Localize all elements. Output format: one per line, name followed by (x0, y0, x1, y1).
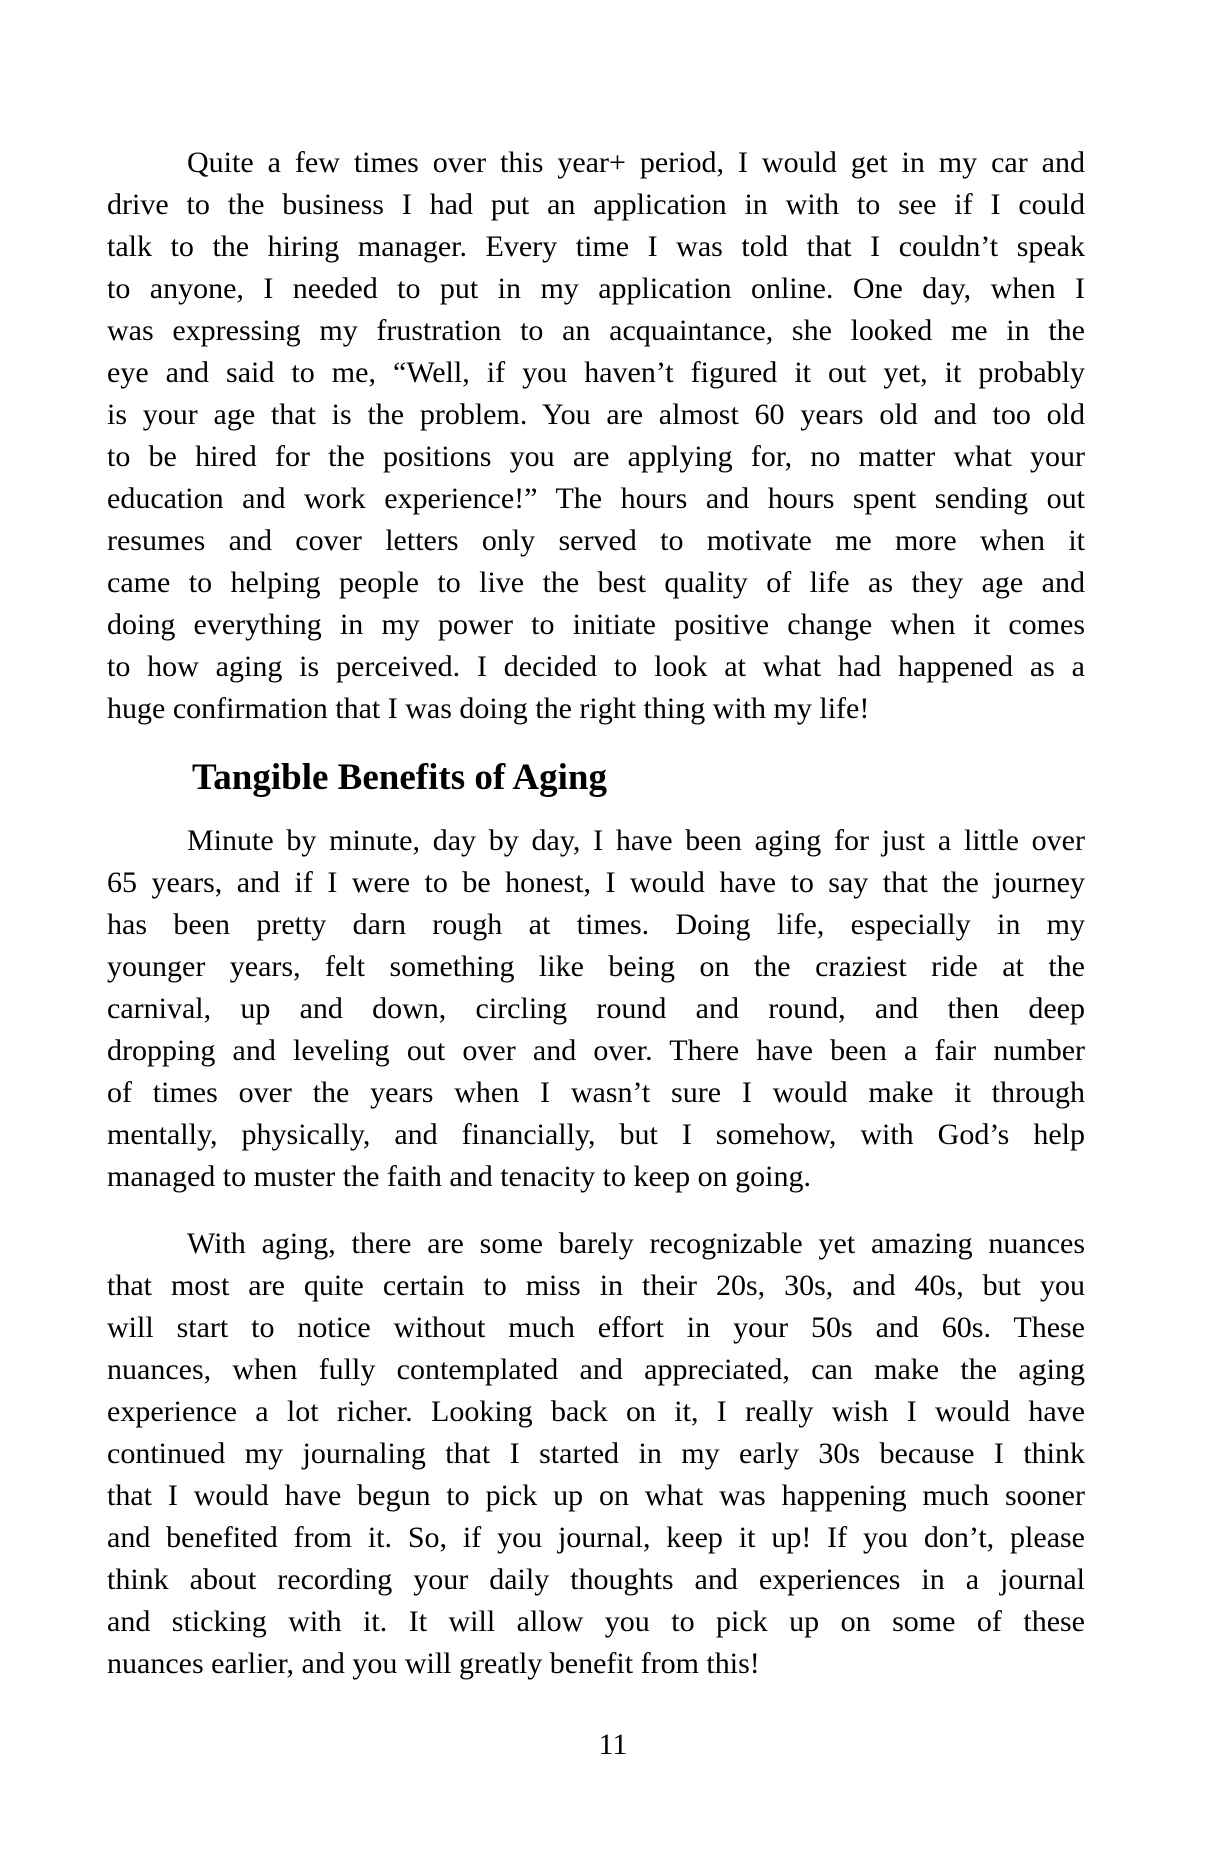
text-line: doing everything in my power to initiate positive change when it comes (107, 608, 1085, 641)
text-line: huge confirmation that I was doing the right thing with my life! (107, 692, 870, 725)
text-line: to anyone, I needed to put in my application online. One day, when I (107, 272, 1085, 305)
section-heading: Tangible Benefits of Aging (192, 757, 607, 798)
text-line: was expressing my frustration to an acquaintance, she looked me in the (107, 314, 1085, 347)
text-line: of times over the years when I wasn’t sure I would make it through (107, 1076, 1085, 1109)
text-line: is your age that is the problem. You are almost 60 years old and too old (107, 398, 1085, 431)
text-line: experience a lot richer. Looking back on it, I really wish I would have (107, 1395, 1085, 1428)
text-line: and benefited from it. So, if you journal, keep it up! If you don’t, please (107, 1521, 1085, 1554)
text-line: resumes and cover letters only served to motivate me more when it (107, 524, 1085, 557)
text-line: that I would have begun to pick up on what was happening much sooner (107, 1479, 1085, 1512)
text-line: will start to notice without much effort in your 50s and 60s. These (107, 1311, 1085, 1344)
text-line: that most are quite certain to miss in their 20s, 30s, and 40s, but you (107, 1269, 1085, 1302)
text-line: education and work experience!” The hours and hours spent sending out (107, 482, 1085, 515)
text-line: younger years, felt something like being on the craziest ride at the (107, 950, 1085, 983)
text-line: With aging, there are some barely recognizable yet amazing nuances (187, 1227, 1085, 1260)
text-line: Minute by minute, day by day, I have been aging for just a little over (187, 824, 1085, 857)
text-block (107, 142, 1085, 1685)
text-line: nuances earlier, and you will greatly benefit from this! (107, 1647, 760, 1680)
text-line: think about recording your daily thoughts and experiences in a journal (107, 1563, 1085, 1596)
text-line: carnival, up and down, circling round and round, and then deep (107, 992, 1085, 1025)
text-line: Quite a few times over this year+ period, I would get in my car and (187, 146, 1085, 179)
text-line: and sticking with it. It will allow you to pick up on some of these (107, 1605, 1085, 1638)
paragraph-1 (107, 142, 1085, 730)
page-number: 11 (598, 1728, 628, 1761)
text-line: nuances, when fully contemplated and appreciated, can make the aging (107, 1353, 1085, 1386)
text-line: to be hired for the positions you are applying for, no matter what your (107, 440, 1085, 473)
text-line: came to helping people to live the best quality of life as they age and (107, 566, 1085, 599)
text-line: to how aging is perceived. I decided to look at what had happened as a (107, 650, 1085, 683)
text-line: mentally, physically, and financially, but I somehow, with God’s help (107, 1118, 1085, 1151)
paragraph-2 (107, 820, 1085, 1198)
text-line: dropping and leveling out over and over. There have been a fair number (107, 1034, 1085, 1067)
text-line: drive to the business I had put an application in with to see if I could (107, 188, 1085, 221)
text-line: eye and said to me, “Well, if you haven’t figured it out yet, it probably (107, 356, 1085, 389)
text-line: talk to the hiring manager. Every time I was told that I couldn’t speak (107, 230, 1085, 263)
paragraph-3 (107, 1223, 1085, 1685)
text-line: has been pretty darn rough at times. Doing life, especially in my (107, 908, 1085, 941)
text-line: continued my journaling that I started in my early 30s because I think (107, 1437, 1085, 1470)
text-line: 65 years, and if I were to be honest, I would have to say that the journey (107, 866, 1085, 899)
text-line: managed to muster the faith and tenacity to keep on going. (107, 1160, 811, 1193)
